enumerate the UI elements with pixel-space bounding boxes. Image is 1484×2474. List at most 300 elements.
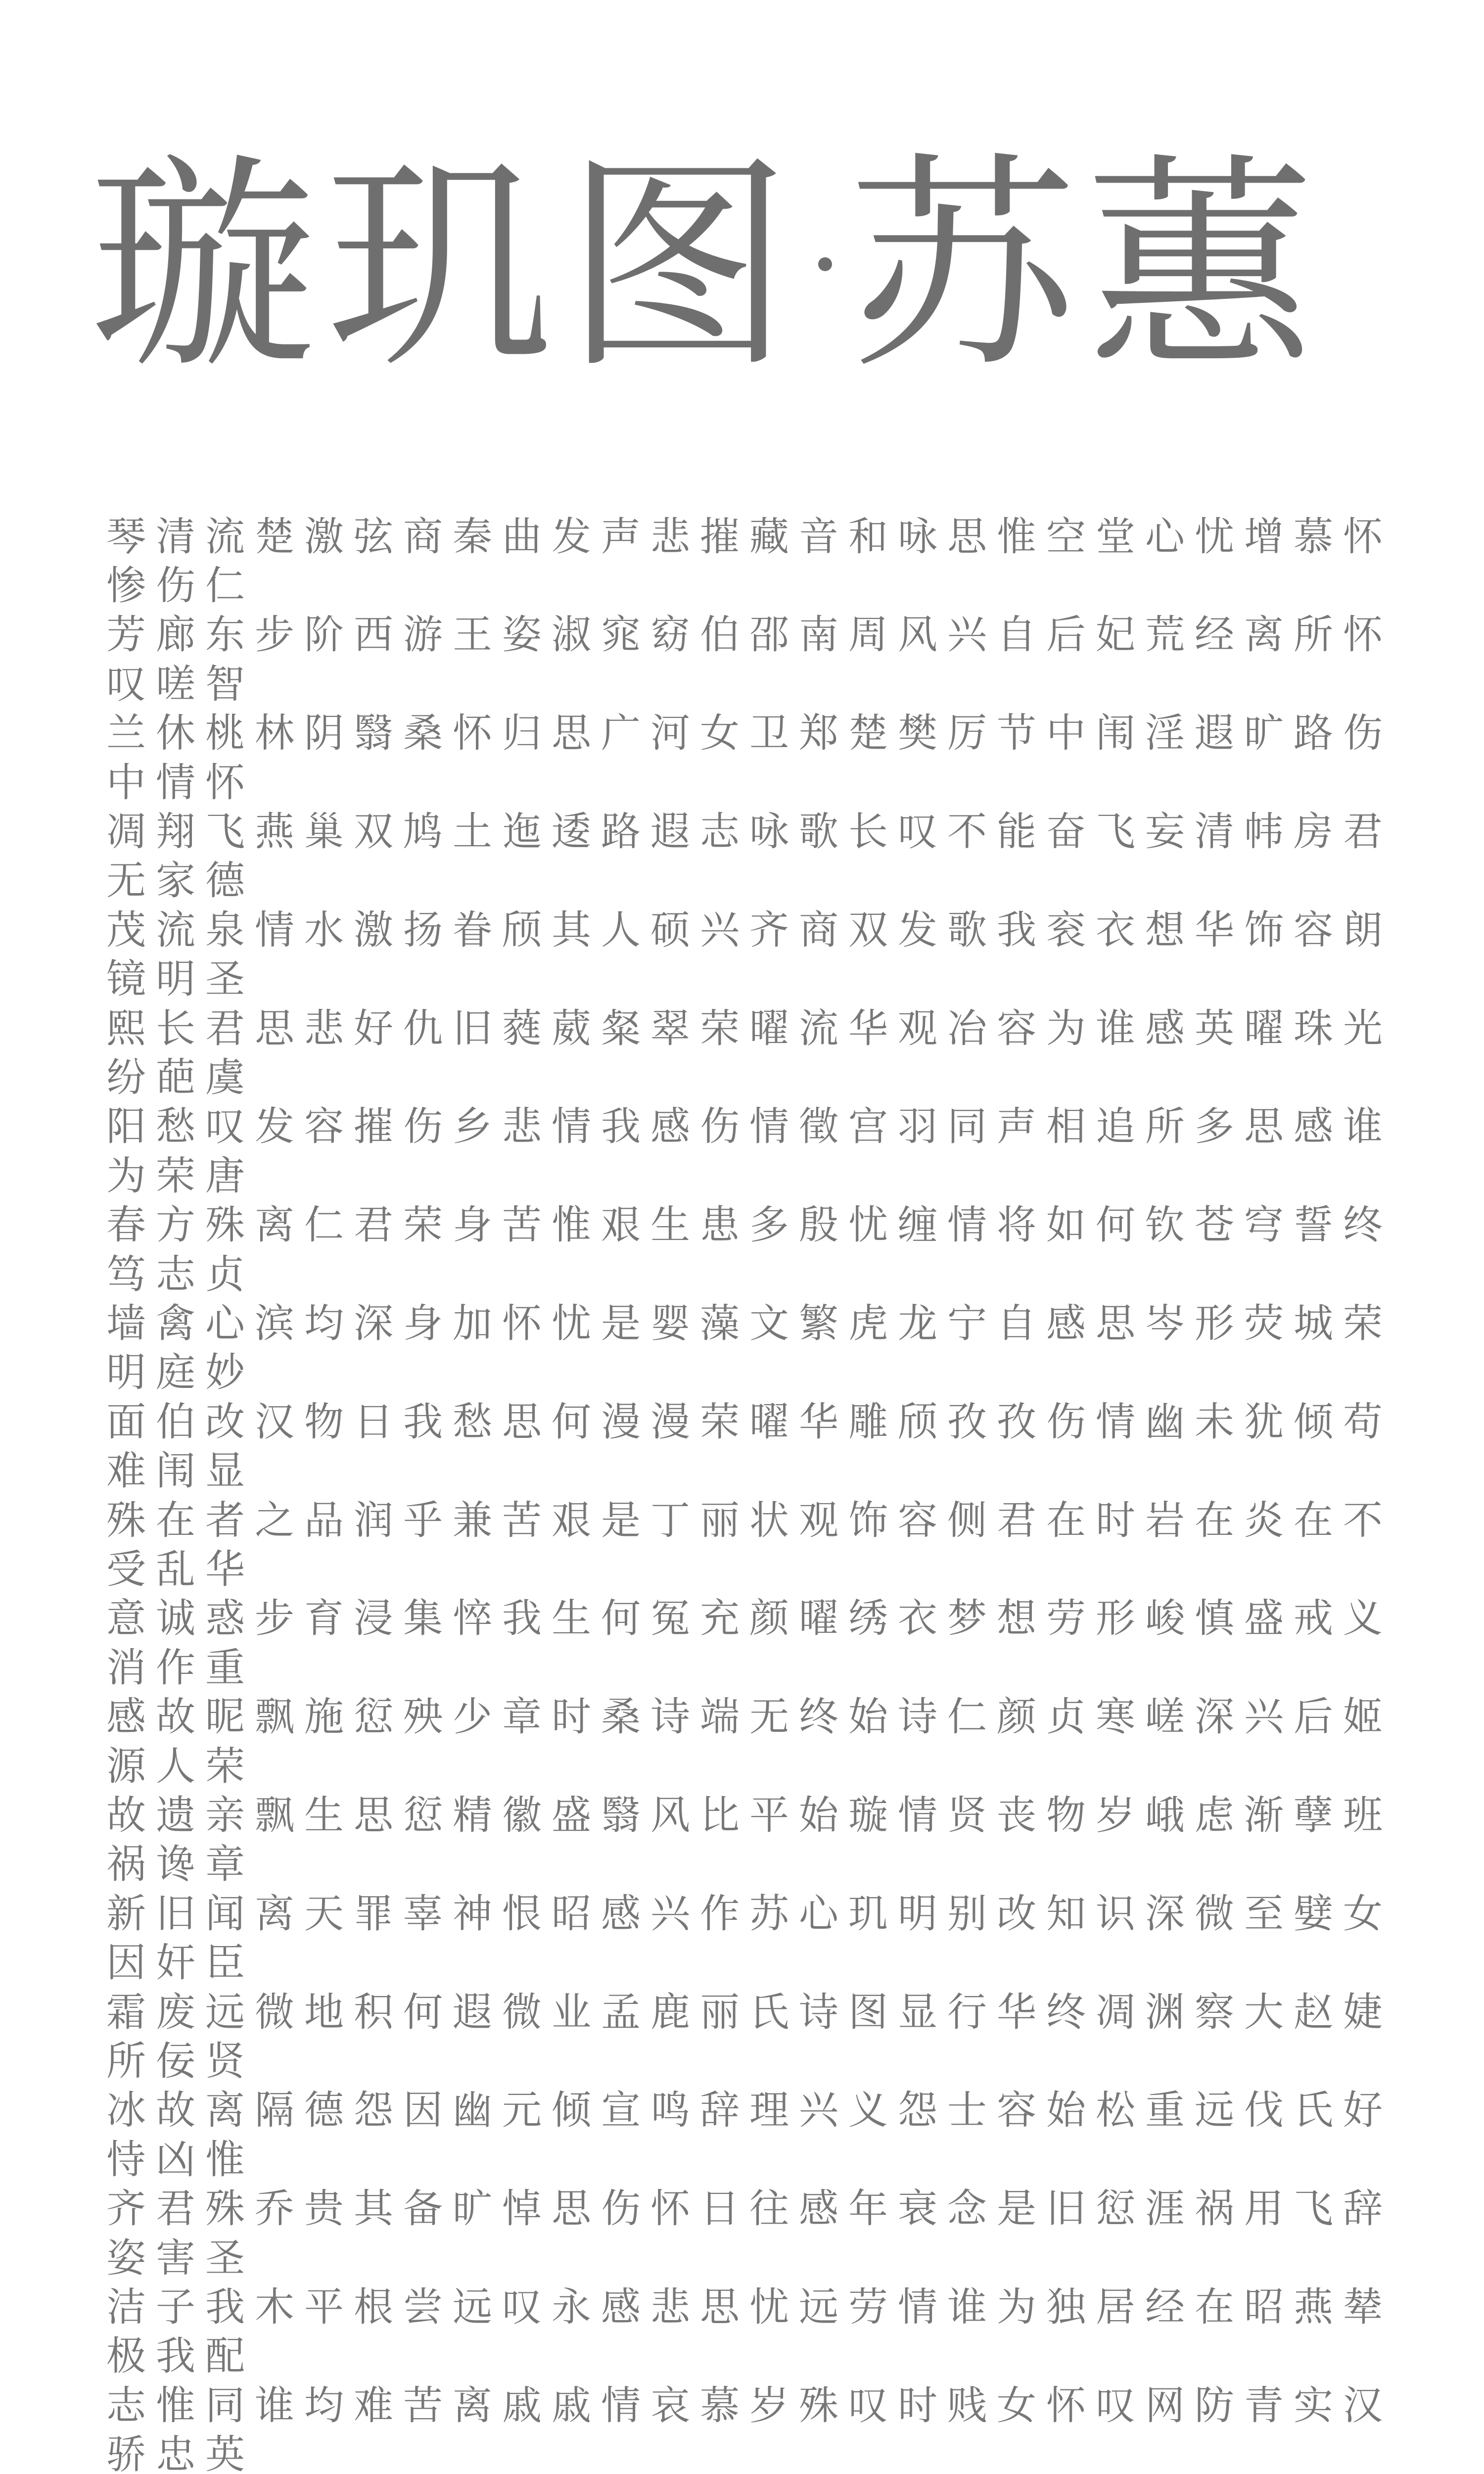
- poem-character: 少: [453, 1694, 492, 1740]
- poem-character: 华: [799, 1398, 838, 1445]
- poem-character: 难: [106, 1448, 146, 1494]
- poem-character: 熙: [106, 1005, 146, 1051]
- poem-character: 骄: [106, 2431, 146, 2474]
- poem-character: 翔: [156, 809, 195, 855]
- poem-character: 相: [1046, 1103, 1086, 1150]
- poem-character: 均: [304, 2382, 344, 2428]
- poem-character: 荒: [1145, 612, 1185, 658]
- poem-character: 英: [205, 2431, 245, 2474]
- poem-character: 颀: [898, 1398, 937, 1445]
- poem-character: 谁: [1343, 1103, 1383, 1150]
- poem-character: 新: [106, 1890, 146, 1937]
- poem-character: 恃: [106, 2136, 146, 2183]
- poem-character: 别: [947, 1890, 987, 1937]
- poem-character: 饰: [1244, 906, 1284, 953]
- poem-character: 绣: [848, 1595, 888, 1642]
- poem-character: 配: [205, 2333, 245, 2379]
- poem-character: 城: [1294, 1300, 1333, 1347]
- poem-character: 渐: [1244, 1792, 1284, 1838]
- poem-character: 难: [354, 2382, 393, 2428]
- poem-character: 房: [1294, 809, 1333, 855]
- poem-character: 废: [156, 1989, 195, 2035]
- poem-character: 摧: [354, 1103, 393, 1150]
- poem-grid-row: [101, 1102, 1388, 1201]
- poem-character: 仁: [947, 1694, 987, 1740]
- poem-character: 发: [898, 906, 937, 953]
- poem-character: 谁: [947, 2284, 987, 2330]
- poem-character: 是: [601, 1300, 641, 1347]
- poem-character: 惟: [552, 1202, 591, 1248]
- poem-character: 泉: [205, 906, 245, 953]
- poem-character: 南: [799, 612, 838, 658]
- poem-character: 庭: [156, 1349, 195, 1396]
- poem-character: 子: [156, 2284, 195, 2330]
- poem-character: 容: [997, 1005, 1036, 1051]
- poem-character: 容: [898, 1497, 937, 1543]
- poem-character: 思: [1244, 1103, 1284, 1150]
- poem-character: 实: [1294, 2382, 1333, 2428]
- poem-character: 路: [601, 809, 641, 855]
- poem-character: 患: [700, 1202, 740, 1248]
- poster-title: [89, 74, 1425, 460]
- poem-character: 路: [1294, 710, 1333, 757]
- poem-character: 诗: [799, 1989, 838, 2035]
- poem-character: 伯: [700, 612, 740, 658]
- poem-character: 清: [1195, 809, 1234, 855]
- poem-character: 惑: [205, 1595, 245, 1642]
- poem-character: 藻: [700, 1300, 740, 1347]
- poem-character: 辞: [1343, 2186, 1383, 2232]
- poem-character: 弦: [354, 513, 393, 560]
- poem-character: 思: [947, 513, 987, 560]
- poem-character: 贤: [205, 2038, 245, 2084]
- poem-character: 惟: [205, 2136, 245, 2183]
- poem-character: 物: [304, 1398, 344, 1445]
- poem-character: 情: [898, 2284, 937, 2330]
- poem-character: 受: [106, 1546, 146, 1593]
- poem-character: 始: [799, 1792, 838, 1838]
- poem-grid-row: [101, 905, 1388, 1004]
- poem-character: 丽: [700, 1497, 740, 1543]
- poem-character: 激: [304, 513, 344, 560]
- poem-character: 扬: [403, 906, 443, 953]
- poem-character: 育: [304, 1595, 344, 1642]
- poem-character: 伤: [1343, 710, 1383, 757]
- poem-character: 何: [552, 1398, 591, 1445]
- poem-character: 闱: [156, 1448, 195, 1494]
- poem-character: 嬖: [1294, 1890, 1333, 1937]
- poem-character: 长: [848, 809, 888, 855]
- poem-character: 深: [354, 1300, 393, 1347]
- poem-character: 唐: [205, 1152, 245, 1199]
- poem-character: 乔: [255, 2186, 294, 2232]
- poem-character: 风: [898, 612, 937, 658]
- poem-character: 思: [552, 2186, 591, 2232]
- poem-character: 赵: [1294, 1989, 1333, 2035]
- poem-character: 松: [1096, 2087, 1135, 2134]
- poem-character: 佞: [156, 2038, 195, 2084]
- poem-character: 苍: [1195, 1202, 1234, 1248]
- poem-character: 兴: [700, 906, 740, 953]
- poem-character: 悲: [304, 1005, 344, 1051]
- poem-character: 思: [354, 1792, 393, 1838]
- poem-character: 颜: [997, 1694, 1036, 1740]
- poem-character: 何: [1096, 1202, 1135, 1248]
- poem-character: 凋: [1096, 1989, 1135, 2035]
- poem-character: 岑: [1145, 1300, 1185, 1347]
- poem-character: 戚: [502, 2382, 542, 2428]
- poem-character: 谗: [156, 1841, 195, 1888]
- poem-character: 廊: [156, 612, 195, 658]
- poem-character: 伤: [403, 1103, 443, 1150]
- poem-character: 感: [601, 1890, 641, 1937]
- poem-character: 羽: [898, 1103, 937, 1150]
- poem-character: 逶: [552, 809, 591, 855]
- poem-character: 其: [354, 2186, 393, 2232]
- poem-character: 害: [156, 2235, 195, 2281]
- poem-character: 炎: [1244, 1497, 1284, 1543]
- poem-character: 乎: [403, 1497, 443, 1543]
- poem-character: 愆: [354, 1694, 393, 1740]
- poem-character: 悲: [650, 513, 690, 560]
- poem-character: 思: [502, 1398, 542, 1445]
- poem-character: 遐: [453, 1989, 492, 2035]
- poem-character: 图: [848, 1989, 888, 2035]
- poem-character: 婕: [1343, 1989, 1383, 2035]
- poem-character: 宫: [848, 1103, 888, 1150]
- poem-character: 风: [650, 1792, 690, 1838]
- poem-character: 贱: [947, 2382, 987, 2428]
- poem-character: 行: [947, 1989, 987, 2035]
- poem-character: 故: [106, 1792, 146, 1838]
- poem-character: 峨: [1145, 1792, 1185, 1838]
- poem-character: 远: [453, 2284, 492, 2330]
- poem-character: 怀: [1046, 2382, 1086, 2428]
- poem-character: 大: [1244, 1989, 1284, 2035]
- poem-character: 伤: [156, 563, 195, 609]
- poem-character: 宣: [601, 2087, 641, 2134]
- poem-character: 商: [403, 513, 443, 560]
- poem-character: 伤: [1046, 1398, 1086, 1445]
- poem-character: 远: [1195, 2087, 1234, 2134]
- poem-character: 厉: [947, 710, 987, 757]
- poem-character: 激: [354, 906, 393, 953]
- poem-character: 经: [1145, 2284, 1185, 2330]
- poem-character: 方: [156, 1202, 195, 1248]
- poem-character: 恨: [502, 1890, 542, 1937]
- poem-character: 乡: [453, 1103, 492, 1150]
- poem-character: 辞: [700, 2087, 740, 2134]
- poem-character: 为: [1046, 1005, 1086, 1051]
- poem-character: 所: [1145, 1103, 1185, 1150]
- poem-character: 仇: [403, 1005, 443, 1051]
- poem-character: 孟: [601, 1989, 641, 2035]
- poem-character: 因: [403, 2087, 443, 2134]
- poem-character: 犹: [1244, 1398, 1284, 1445]
- poem-character: 荣: [156, 1152, 195, 1199]
- poem-character: 女: [997, 2382, 1036, 2428]
- poem-character: 元: [502, 2087, 542, 2134]
- poem-character: 同: [205, 2382, 245, 2428]
- poem-character: 微: [502, 1989, 542, 2035]
- poem-character: 青: [1244, 2382, 1284, 2428]
- poem-character: 形: [1195, 1300, 1234, 1347]
- poem-character: 樊: [898, 710, 937, 757]
- poem-character: 兴: [1244, 1694, 1284, 1740]
- poem-character: 居: [1096, 2284, 1135, 2330]
- poem-character: 端: [700, 1694, 740, 1740]
- poem-character: 义: [848, 2087, 888, 2134]
- poem-character: 智: [205, 661, 245, 707]
- poem-character: 容: [304, 1103, 344, 1150]
- poem-character: 荣: [403, 1202, 443, 1248]
- poem-character: 冰: [106, 2087, 146, 2134]
- poem-character: 苦: [403, 2382, 443, 2428]
- poem-character: 卫: [749, 710, 789, 757]
- poem-character: 圣: [205, 956, 245, 1002]
- poem-character: 集: [403, 1595, 443, 1642]
- poem-character: 隔: [255, 2087, 294, 2134]
- poem-character: 怀: [453, 710, 492, 757]
- poem-character: 林: [255, 710, 294, 757]
- poem-character: 怀: [650, 2186, 690, 2232]
- poem-character: 人: [156, 1743, 195, 1789]
- poem-character: 丽: [700, 1989, 740, 2035]
- poem-character: 如: [1046, 1202, 1086, 1248]
- poem-character: 誓: [1294, 1202, 1333, 1248]
- poem-character: 诚: [156, 1595, 195, 1642]
- poem-character: 商: [799, 906, 838, 953]
- poem-character: 叹: [1096, 2382, 1135, 2428]
- poem-character: 志: [700, 809, 740, 855]
- poem-character: 心: [205, 1300, 245, 1347]
- poem-character: 纷: [106, 1054, 146, 1101]
- poem-character: 作: [156, 1644, 195, 1691]
- poem-character: 艰: [601, 1202, 641, 1248]
- poem-character: 曜: [799, 1595, 838, 1642]
- poem-character: 桑: [403, 710, 443, 757]
- poem-character: 流: [799, 1005, 838, 1051]
- poem-character: 显: [898, 1989, 937, 2035]
- poem-character: 虎: [848, 1300, 888, 1347]
- poem-character: 徵: [799, 1103, 838, 1150]
- poem-character: 西: [354, 612, 393, 658]
- poem-character: 辜: [403, 1890, 443, 1937]
- poem-character: 丁: [650, 1497, 690, 1543]
- poem-character: 能: [997, 809, 1036, 855]
- poem-character: 怨: [354, 2087, 393, 2134]
- poem-character: 飘: [255, 1694, 294, 1740]
- poem-character: 汉: [1343, 2382, 1383, 2428]
- poem-character: 显: [205, 1448, 245, 1494]
- poem-character: 氏: [1294, 2087, 1333, 2134]
- poem-character: 是: [997, 2186, 1036, 2232]
- poem-character: 惨: [106, 563, 146, 609]
- poem-character: 悲: [502, 1103, 542, 1150]
- poem-character: 好: [354, 1005, 393, 1051]
- poem-character: 幽: [1145, 1398, 1185, 1445]
- poem-character: 旷: [1244, 710, 1284, 757]
- poem-character: 凶: [156, 2136, 195, 2183]
- poem-character: 漫: [601, 1398, 641, 1445]
- poem-character: 贞: [205, 1251, 245, 1297]
- poem-character: 岁: [1096, 1792, 1135, 1838]
- poem-character: 殊: [799, 2382, 838, 2428]
- poem-character: 倾: [552, 2087, 591, 2134]
- poem-character: 人: [601, 906, 641, 953]
- poem-character: 日: [700, 2186, 740, 2232]
- poem-character: 长: [156, 1005, 195, 1051]
- poem-character: 在: [1195, 1497, 1234, 1543]
- poem-character: 雕: [848, 1398, 888, 1445]
- poem-character: 郑: [799, 710, 838, 757]
- poem-grid-row: [101, 709, 1388, 808]
- poem-character: 将: [997, 1202, 1036, 1248]
- poem-character: 离: [1244, 612, 1284, 658]
- poem-character: 旧: [156, 1890, 195, 1937]
- poem-character: 氏: [749, 1989, 789, 2035]
- poem-character: 迤: [502, 809, 542, 855]
- poem-character: 愁: [156, 1103, 195, 1150]
- poem-character: 怨: [898, 2087, 937, 2134]
- poem-character: 君: [997, 1497, 1036, 1543]
- poem-character: 侧: [947, 1497, 987, 1543]
- poem-character: 妙: [205, 1349, 245, 1396]
- poem-character: 怀: [502, 1300, 542, 1347]
- poem-character: 后: [1046, 612, 1086, 658]
- poem-character: 女: [1343, 1890, 1383, 1937]
- poem-character: 翳: [601, 1792, 641, 1838]
- poem-character: 情: [601, 2382, 641, 2428]
- poem-character: 窕: [601, 612, 641, 658]
- poem-character: 鸣: [650, 2087, 690, 2134]
- poem-grid-row: [101, 1791, 1388, 1889]
- poem-character: 苦: [502, 1202, 542, 1248]
- poem-character: 悲: [650, 2284, 690, 2330]
- poem-character: 苦: [502, 1497, 542, 1543]
- poem-character: 齐: [106, 2186, 146, 2232]
- poem-character: 齐: [749, 906, 789, 953]
- poem-character: 凋: [106, 809, 146, 855]
- poem-character: 昭: [552, 1890, 591, 1937]
- poem-character: 峻: [1145, 1595, 1185, 1642]
- poem-character: 翳: [354, 710, 393, 757]
- poem-character: 感: [1145, 1005, 1185, 1051]
- poem-character: 浸: [354, 1595, 393, 1642]
- poem-character: 识: [1096, 1890, 1135, 1937]
- poem-character: 发: [255, 1103, 294, 1150]
- poem-character: 情: [156, 759, 195, 806]
- poem-character: 笃: [106, 1251, 146, 1297]
- poem-character: 衰: [898, 2186, 937, 2232]
- title-separator-dot: [818, 257, 832, 271]
- poem-grid-row: [101, 1889, 1388, 1988]
- poem-character: 滨: [255, 1300, 294, 1347]
- poem-character: 观: [898, 1005, 937, 1051]
- poem-character: 婴: [650, 1300, 690, 1347]
- poem-character: 生: [650, 1202, 690, 1248]
- poem-character: 盛: [552, 1792, 591, 1838]
- poem-character: 多: [1195, 1103, 1234, 1150]
- poem-character: 叹: [502, 2284, 542, 2330]
- poem-character: 王: [453, 612, 492, 658]
- poem-character: 伤: [601, 2186, 641, 2232]
- poem-character: 摧: [700, 513, 740, 560]
- poem-character: 离: [453, 2382, 492, 2428]
- poem-character: 中: [106, 759, 146, 806]
- poem-character: 身: [403, 1300, 443, 1347]
- poem-character: 故: [156, 2087, 195, 2134]
- poem-character: 伤: [700, 1103, 740, 1150]
- poem-character: 姬: [1343, 1694, 1383, 1740]
- poem-character: 明: [156, 956, 195, 1002]
- poem-character: 荧: [1244, 1300, 1284, 1347]
- poem-character: 幽: [453, 2087, 492, 2134]
- poem-character: 贤: [947, 1792, 987, 1838]
- poem-character: 葩: [156, 1054, 195, 1101]
- poem-character: 荣: [700, 1005, 740, 1051]
- poem-character: 时: [898, 2382, 937, 2428]
- poem-character: 永: [552, 2284, 591, 2330]
- poem-character: 润: [354, 1497, 393, 1543]
- poem-character: 平: [304, 2284, 344, 2330]
- poem-character: 涯: [1145, 2186, 1185, 2232]
- poem-character: 河: [650, 710, 690, 757]
- poem-character: 咏: [749, 809, 789, 855]
- poem-character: 华: [1195, 906, 1234, 953]
- poem-character: 昵: [205, 1694, 245, 1740]
- poem-character: 情: [898, 1792, 937, 1838]
- poem-character: 冶: [947, 1005, 987, 1051]
- poem-character: 祸: [1195, 2186, 1234, 2232]
- poem-character: 英: [1195, 1005, 1234, 1051]
- poem-character: 君: [1343, 809, 1383, 855]
- poem-character: 曜: [749, 1398, 789, 1445]
- poem-character: 情: [1096, 1398, 1135, 1445]
- poem-character: 昭: [1244, 2284, 1284, 2330]
- poem-character: 歌: [947, 906, 987, 953]
- poem-character: 章: [502, 1694, 542, 1740]
- poem-character: 思: [1096, 1300, 1135, 1347]
- poem-grid-row: [101, 1201, 1388, 1299]
- poem-character: 兴: [947, 612, 987, 658]
- poem-character: 志: [106, 2382, 146, 2428]
- poem-character: 徽: [502, 1792, 542, 1838]
- poem-character: 盛: [1244, 1595, 1284, 1642]
- poem-character: 明: [106, 1349, 146, 1396]
- poem-character: 君: [205, 1005, 245, 1051]
- poem-character: 圣: [205, 2235, 245, 2281]
- poem-character: 我: [502, 1595, 542, 1642]
- poem-character: 阴: [304, 710, 344, 757]
- poem-character: 衣: [898, 1595, 937, 1642]
- poem-character: 女: [700, 710, 740, 757]
- poem-character: 形: [1096, 1595, 1135, 1642]
- poem-character: 我: [601, 1103, 641, 1150]
- poem-character: 至: [1244, 1890, 1284, 1937]
- poem-character: 宁: [947, 1300, 987, 1347]
- poem-character: 察: [1195, 1989, 1234, 2035]
- poem-character: 不: [1343, 1497, 1383, 1543]
- poem-character: 兰: [106, 710, 146, 757]
- poem-character: 德: [304, 2087, 344, 2134]
- poem-character: 精: [453, 1792, 492, 1838]
- poem-character: 空: [1046, 513, 1086, 560]
- poem-character: 仁: [304, 1202, 344, 1248]
- poem-character: 衮: [1046, 906, 1086, 953]
- poem-character: 劳: [1046, 1595, 1086, 1642]
- poem-character: 物: [1046, 1792, 1086, 1838]
